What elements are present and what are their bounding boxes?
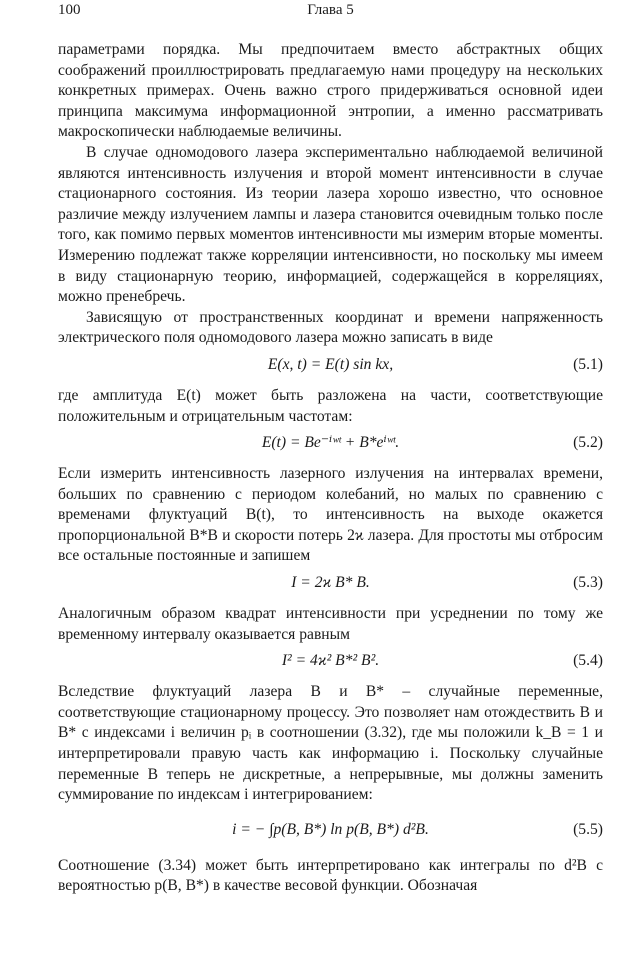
equation-number: (5.2) (573, 434, 603, 452)
page-body (58, 40, 603, 897)
equation-text: i = − ∫p(B, B*) ln p(B, B*) d²B. (232, 820, 429, 838)
page-header (58, 2, 603, 22)
equation-text: I² = 4ϰ² B*² B². (281, 652, 380, 670)
equation-5-1 (58, 355, 603, 379)
equation-text: E(x, t) = E(t) sin kx, (267, 355, 394, 373)
chapter-title: Глава 5 (307, 2, 354, 18)
paragraph: Соотношение (3.34) может быть интерпретировано как интегралы по d²B с вероятностью p(B, B*) в качестве весовой функции. Обозначая (58, 856, 603, 895)
paragraph: Если измерить интенсивность лазерного излучения на интервалах времени, больших по сравнению с периодом колебаний, но малых по сравнению с временами флуктуаций B(t), то интенсивность на выходе окажется пропорциональной B*B и скорости потерь 2ϰ лазера. Для простоты мы отбросим все остальные постоянные и запишем (58, 465, 603, 565)
paragraph: где амплитуда E(t) может быть разложена на части, соответствующие положительным и отрицательным частотам: (58, 386, 603, 425)
equation-number: (5.3) (573, 574, 603, 592)
equation-5-4 (58, 651, 603, 675)
paragraph: Зависящую от пространственных координат и времени напряженность электрического поля одномодового лазера можно записать в виде (58, 308, 603, 347)
equation-text: E(t) = Be⁻ⁱʷᵗ + B*eⁱʷᵗ. (261, 434, 400, 452)
equation-5-5 (58, 820, 603, 844)
equation-5-2 (58, 433, 603, 457)
equation-number: (5.4) (573, 652, 603, 670)
equation-5-3 (58, 573, 603, 597)
equation-number: (5.1) (573, 355, 603, 373)
paragraph: Аналогичным образом квадрат интенсивности при усреднении по тому же временному интервалу оказывается равным (58, 605, 603, 643)
paragraph: параметрами порядка. Мы предпочитаем вместо абстрактных общих соображений проиллюстрировать предлагаемую нами процедуру на нескольких конкретных примерах. Очень важно строго придерживаться основной идеи принципа максимума информационной энтропии, а именно рассматривать макроскопически наблюдаемые величины. (58, 41, 603, 141)
equation-number: (5.5) (573, 820, 603, 838)
equation-text: I = 2ϰ B* B. (291, 574, 370, 592)
page-number: 100 (58, 2, 81, 18)
paragraph: В случае одномодового лазера экспериментально наблюдаемой величиной являются интенсивность излучения и второй момент интенсивности в случае стационарного состояния. Из теории лазера хорошо известно, что основное различие между излучением лампы и лазера становится очевидным только после того, как помимо первых моментов интенсивности мы измерим вторые моменты. Измерению подлежат также корреляции интенсивности, но поскольку мы имеем в виду стационарную теорию, информацией, содержащейся в корреляциях, можно пренебречь. (58, 143, 603, 306)
paragraph: Вследствие флуктуаций лазера B и B* – случайные переменные, соответствующие стационарному процессу. Это позволяет нам отождествить B и B* с индексами i величин pᵢ в соотношении (3.32), где мы положили k_B = 1 и интерпретировали правую часть как информацию i. Поскольку случайные переменные B теперь не дискретные, а непрерывные, мы должны заменить суммирование по индексам i интегрированием: (58, 683, 603, 804)
